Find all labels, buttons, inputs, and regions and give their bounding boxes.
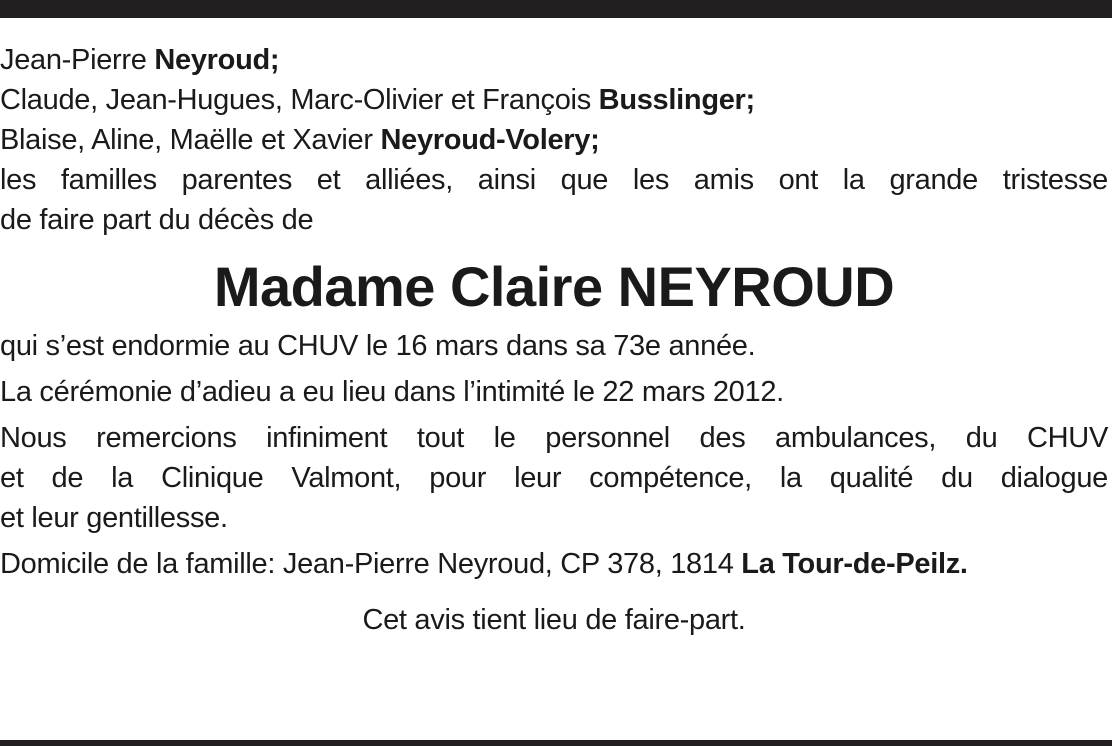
thanks-line-3: et leur gentillesse. (0, 502, 228, 534)
family-given-names-2: Claude, Jean-Hugues, Marc-Olivier et François (0, 84, 591, 116)
family-line-2 (0, 80, 1108, 120)
family-line-1 (0, 40, 1108, 80)
passing-statement: qui s’est endormie au CHUV le 16 mars dans sa 73e année. (0, 330, 756, 362)
family-surname-3: Neyroud-Volery; (380, 124, 600, 156)
deceased-name: Madame Claire NEYROUD (213, 255, 895, 318)
ceremony-statement: La cérémonie d’adieu a eu lieu dans l’intimité le 22 mars 2012. (0, 376, 784, 408)
family-surname-2: Busslinger; (598, 84, 755, 116)
obituary-notice (0, 40, 1108, 640)
closing-note: Cet avis tient lieu de faire-part. (362, 604, 746, 636)
family-given-names-1: Jean-Pierre (0, 44, 147, 76)
family-given-names-3: Blaise, Aline, Maëlle et Xavier (0, 124, 373, 156)
family-surname-1: Neyroud; (154, 44, 280, 76)
thanks-line-1: Nous remercions infiniment tout le personnel des ambulances, du CHUV (0, 422, 1108, 454)
thanks-line-2: et de la Clinique Valmont, pour leur compétence, la qualité du dialogue (0, 462, 1108, 494)
top-border-rule (0, 0, 1112, 18)
family-domicile (0, 544, 1108, 584)
family-line-3 (0, 120, 1108, 160)
bottom-border-rule (0, 740, 1112, 746)
domicile-place: La Tour-de-Peilz. (741, 548, 968, 580)
announcement-line-2: de faire part du décès de (0, 204, 314, 236)
announcement-line-1: les familles parentes et alliées, ainsi que les amis ont la grande tristesse (0, 164, 1108, 196)
domicile-address: Domicile de la famille: Jean-Pierre Neyroud, CP 378, 1814 (0, 548, 734, 580)
